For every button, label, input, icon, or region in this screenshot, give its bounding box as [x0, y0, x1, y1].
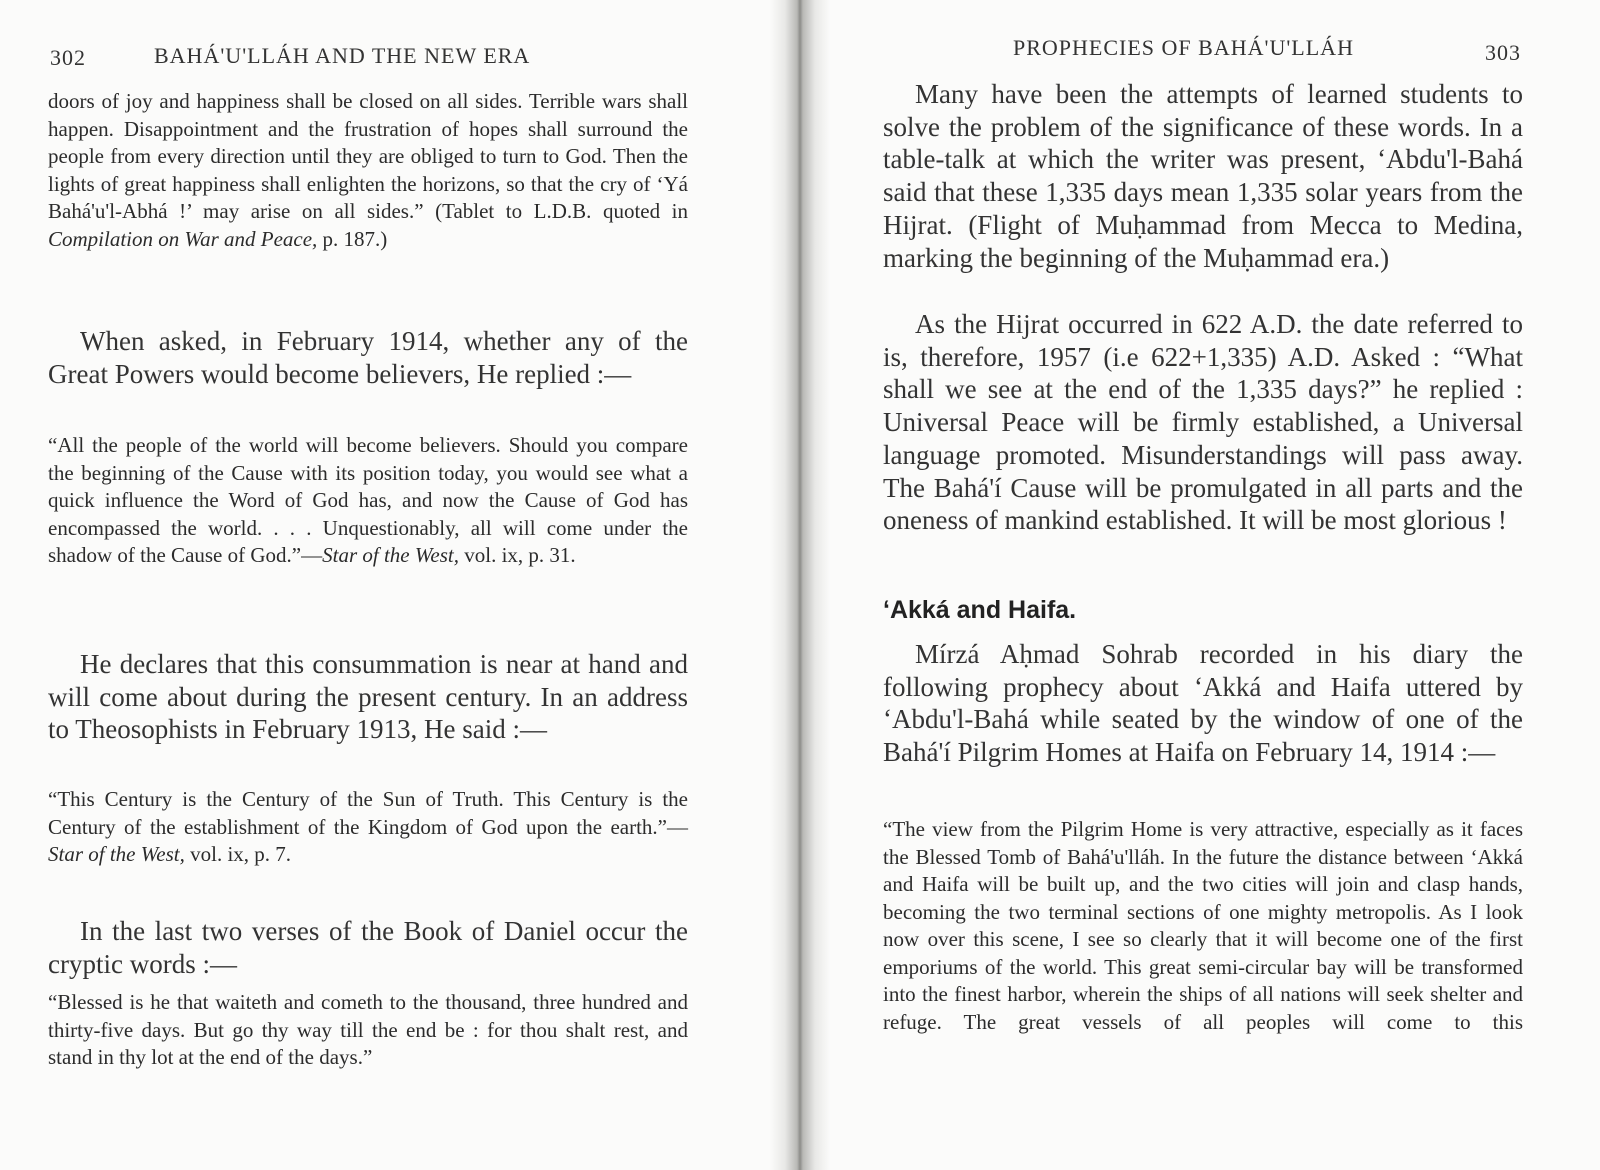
quote-believers: [48, 432, 688, 570]
quote-continuation-text: doors of joy and happiness shall be closed on all sides. Terrible wars shall happen. Disappointment and the frustration of hopes shall surround the people from every direction until they are obliged to turn to God. Then the lights of great happiness shall enlighten the horizons, so that the cry of ‘Yá Bahá'u'l-Abhá !’ may arise on all sides.”: [48, 89, 688, 223]
paragraph-consummation: He declares that this consummation is near at hand and will come about during the present century. In an address to Theosophists in February 1913, He said :—: [48, 649, 688, 745]
paragraph-hijrat-date: As the Hijrat occurred in 622 A.D. the date referred to is, therefore, 1957 (i.e 622+1,335) A.D. Asked : “What shall we see at the end of the 1,335 days?” he replied : Universal Peace will be firmly established, a Universal language promoted. Misunderstandings will pass away. The Bahá'í Cause will be promulgated in all parts and the oneness of mankind established. It will be most glorious !: [883, 309, 1523, 536]
page-number-left: 302: [50, 45, 86, 70]
right-page: [810, 0, 1600, 1170]
quote-daniel: “Blessed is he that waiteth and cometh to the thousand, three hundred and thirty-five days. But go thy way till the end be : for thou shalt rest, and stand in thy lot at the end of the days.”: [48, 990, 688, 1069]
quote-century-text: “This Century is the Century of the Sun of Truth. This Century is the Century of the establishment of the Kingdom of God upon the earth.”—: [48, 787, 688, 839]
quote-century: [48, 786, 688, 869]
quote-believers-text: “All the people of the world will become believers. Should you compare the beginning of the Cause with its position today, you would see what a quick influence the Word of God has, and now the Cause of God has encompassed the world. . . . Unquestionably, all will come under the shadow of the Cause of God.”—: [48, 433, 688, 567]
quote-century-source-ref: vol. ix, p. 7.: [190, 842, 292, 866]
running-head-right: PROPHECIES OF BAHÁ'U'LLÁH: [1013, 35, 1354, 60]
paragraph-great-powers: When asked, in February 1914, whether any of the Great Powers would become believers, He replied :—: [48, 326, 688, 389]
section-heading: ‘Akká and Haifa.: [883, 596, 1077, 624]
paragraph-sohrab: Mírzá Aḥmad Sohrab recorded in his diary the following prophecy about ‘Akká and Haifa uttered by ‘Abdu'l-Bahá while seated by the window of one of the Bahá'í Pilgrim Homes at Haifa on February 14, 1914 :—: [883, 639, 1523, 768]
quote-pilgrim-home: “The view from the Pilgrim Home is very attractive, especially as it faces the Blessed Tomb of Bahá'u'lláh. In the future the distance between ‘Akká and Haifa will be built up, and the two cities will join and clasp hands, becoming the two terminal sections of one mighty metropolis. As I look now over this scene, I see so clearly that it will become one of the first emporiums of the world. This great semi-circular bay will be transformed into the finest harbor, wherein the ships of all nations will seek shelter and refuge. The great vessels of all peoples will come to this: [883, 817, 1523, 1034]
quote-believers-source-title: Star of the West,: [322, 543, 459, 567]
book-gutter: [770, 0, 830, 1170]
quote-believers-source-ref: vol. ix, p. 31.: [464, 543, 576, 567]
quote-continuation: [48, 88, 688, 253]
running-head-left: BAHÁ'U'LLÁH AND THE NEW ERA: [154, 43, 531, 68]
paragraph-daniel: In the last two verses of the Book of Daniel occur the cryptic words :—: [48, 916, 688, 979]
citation-prefix: (Tablet to L.D.B. quoted in: [435, 199, 688, 223]
citation-suffix: p. 187.): [322, 226, 388, 251]
left-page: [0, 0, 790, 1170]
quote-century-source-title: Star of the West,: [48, 842, 185, 866]
citation-title: Compilation on War and Peace,: [48, 226, 318, 251]
paragraph-hijrat-attempts: Many have been the attempts of learned students to solve the problem of the significance of these words. In a table-talk at which the writer was present, ‘Abdu'l-Bahá said that these 1,335 days mean 1,335 solar years from the Hijrat. (Flight of Muḥammad from Mecca to Medina, marking the beginning of the Muḥammad era.): [883, 79, 1523, 273]
page-number-right: 303: [1485, 40, 1521, 65]
